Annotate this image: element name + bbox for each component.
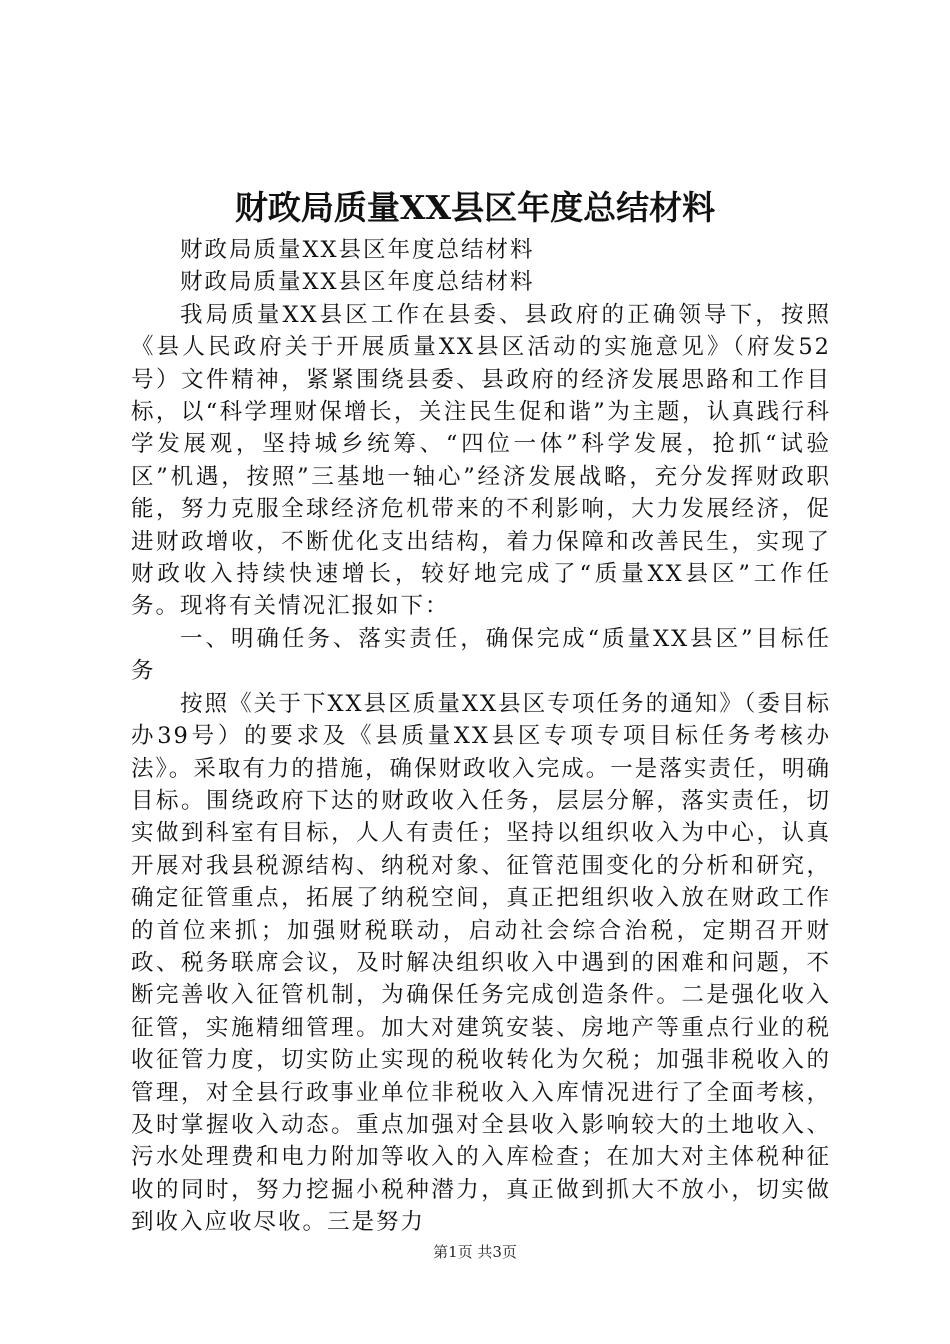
- page-footer: 第1页 共3页: [433, 1243, 517, 1261]
- section-heading: 一、明确任务、落实责任，确保完成“质量XX县区”目标任务: [131, 625, 831, 685]
- subtitle-line: 财政局质量XX县区年度总结材料: [180, 237, 535, 263]
- subtitle-line: 财政局质量XX县区年度总结材料: [180, 269, 535, 296]
- intro-paragraph: 我局质量XX县区工作在县委、县政府的正确领导下，按照《县人民政府关于开展质量XX县区活动的实施意见》（府发52号）文件精神，紧紧围绕县委、县政府的经济发展思路和工作目标，以“科学理财保增长，关注民生促和谐”为主题，认真践行科学发展观，坚持城乡统筹、“四位一体”科学发展，抢抓“试验区”机遇，按照”三基地一轴心”经济发展战略，充分发挥财政职能，努力克服全球经济危机带来的不利影响，大力发展经济，促进财政增收，不断优化支出结构，着力保障和改善民生，实现了财政收入持续快速增长，较好地完成了“质量XX县区”工作任务。现将有关情况汇报如下：: [131, 301, 831, 620]
- document-title: 财政局质量XX县区年度总结材料: [234, 188, 716, 227]
- body-paragraph: 按照《关于下XX县区质量XX县区专项任务的通知》（委目标办39号）的要求及《县质量XX县区专项专项目标任务考核办法》。采取有力的措施，确保财政收入完成。一是落实责任，明确目标。围绕政府下达的财政收入任务，层层分解，落实责任，切实做到科室有目标，人人有责任；坚持以组织收入为中心，认真开展对我县税源结构、纳税对象、征管范围变化的分析和研究，确定征管重点，拓展了纳税空间，真正把组织收入放在财政工作的首位来抓；加强财税联动，启动社会综合治税，定期召开财政、税务联席会议，及时解决组织收入中遇到的困难和问题，不断完善收入征管机制，为确保任务完成创造条件。二是强化收入征管，实施精细管理。加大对建筑安装、房地产等重点行业的税收征管力度，切实防止实现的税收转化为欠税；加强非税收入的管理，对全县行政事业单位非税收入入库情况进行了全面考核，及时掌握收入动态。重点加强对全县收入影响较大的土地收入、污水处理费和电力附加等收入的入库检查；在加大对主体税种征收的同时，努力挖掘小税种潜力，真正做到抓大不放小，切实做到收入应收尽收。三是努力: [131, 690, 831, 1236]
- document-body: [131, 234, 831, 1239]
